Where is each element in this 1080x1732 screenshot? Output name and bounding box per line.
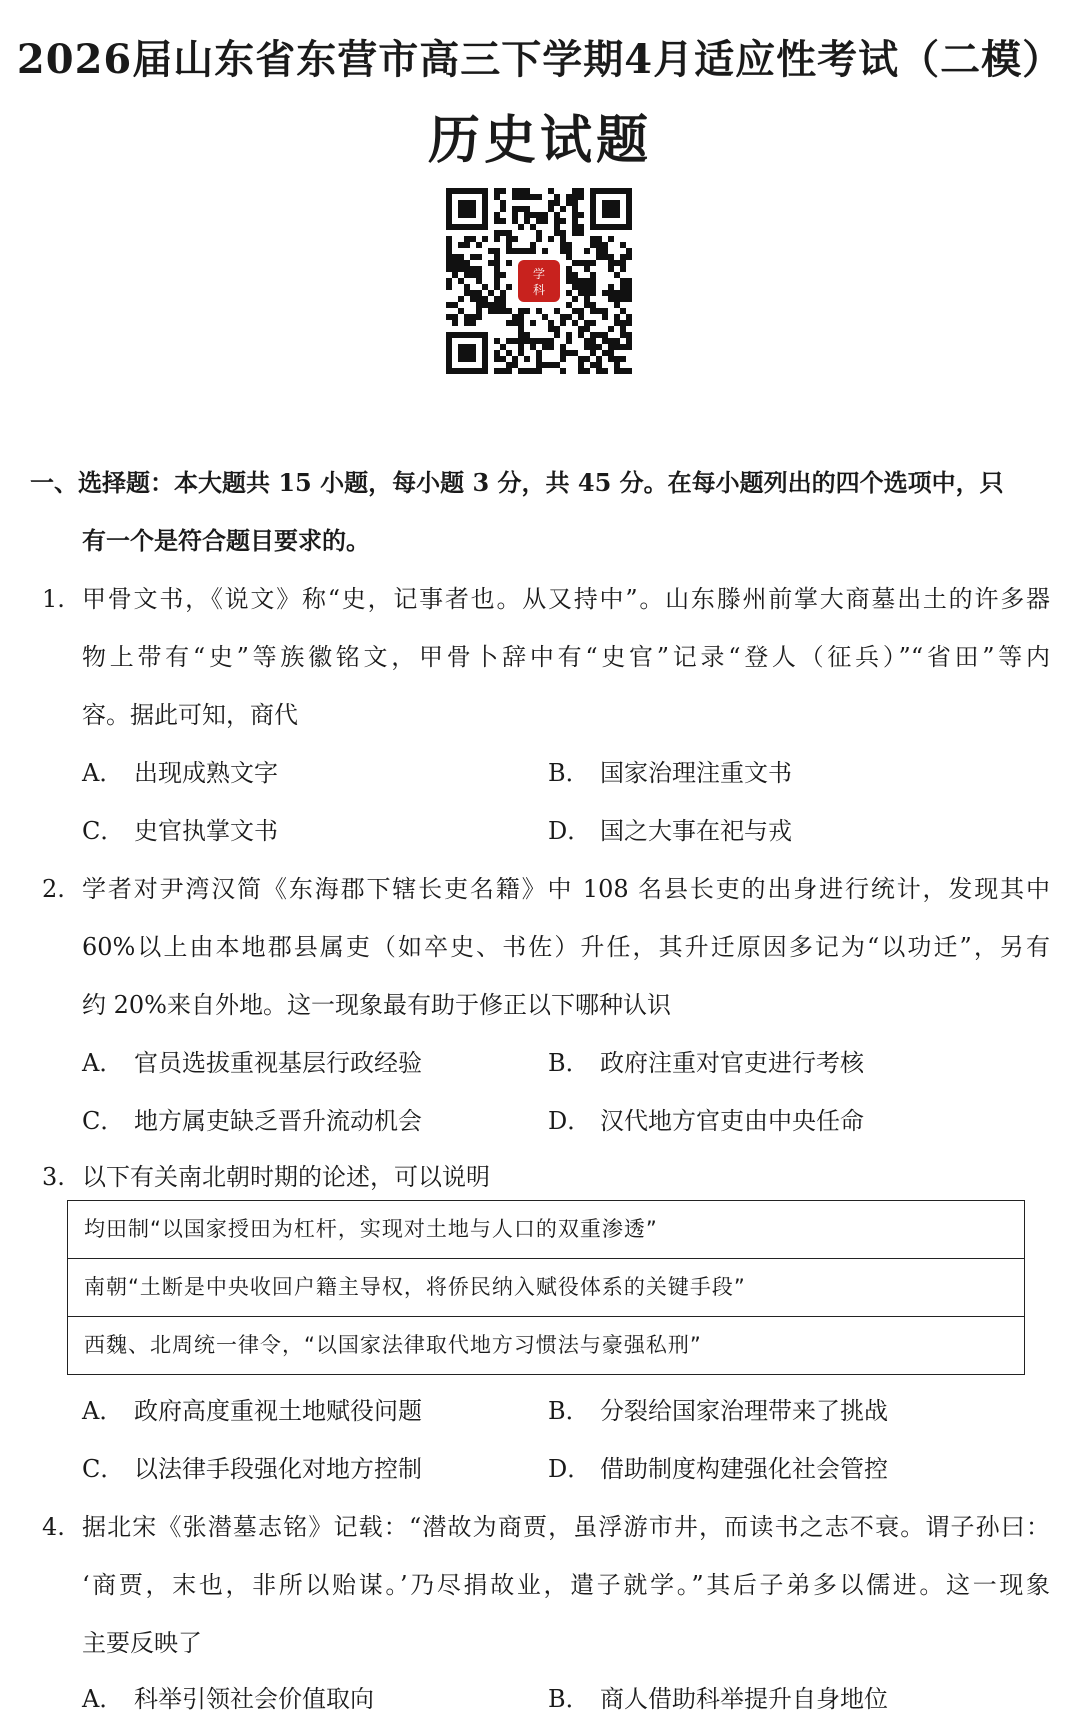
svg-text:学: 学 <box>532 267 546 281</box>
subject-title: 历史试题 <box>427 110 652 171</box>
option-a[interactable]: A． 政府高度重视土地赋役问题 <box>82 1397 422 1425</box>
option-b[interactable]: B． 商人借助科举提升自身地位 <box>548 1685 888 1713</box>
qr-seal-logo <box>518 260 560 302</box>
question-text: 容。据此可知，商代 <box>82 701 298 729</box>
option-b[interactable]: B． 国家治理注重文书 <box>548 759 792 787</box>
question-1 <box>0 570 1080 628</box>
question-4 <box>0 1498 1080 1556</box>
question-text: 甲骨文书，《说文》称“史，记事者也。从又持中”。山东滕州前掌大商墓出土的许多器 <box>82 585 1050 613</box>
option-d[interactable]: D． 国之大事在祀与戎 <box>548 817 792 845</box>
options-row <box>0 1670 1080 1728</box>
question-text: 学者对尹湾汉简《东海郡下辖长吏名籍》中 108 名县长吏的出身进行统计，发现其中 <box>82 875 1050 903</box>
question-number: 4. <box>42 1513 65 1541</box>
material-table <box>67 1200 1025 1375</box>
options-row <box>0 1440 1080 1498</box>
question-text: 物上带有“史”等族徽铭文，甲骨卜辞中有“史官”记录“登人（征兵）”“省田”等内 <box>82 643 1050 671</box>
table-row: 西魏、北周统一律令，“以国家法律取代地方习惯法与豪强私刑” <box>68 1316 1024 1374</box>
options-row <box>0 744 1080 802</box>
question-number: 2. <box>42 875 65 903</box>
question-text-line <box>0 918 1080 976</box>
option-b[interactable]: B． 分裂给国家治理带来了挑战 <box>548 1397 888 1425</box>
question-text-line <box>0 976 1080 1034</box>
section-header <box>0 454 1080 512</box>
section-header-cont <box>0 512 1080 570</box>
question-text: ‘商贾，末也，非所以贻谋。’乃尽捐故业，遣子就学。”其后子弟多以儒进。这一现象 <box>82 1571 1050 1599</box>
table-row: 均田制“以国家授田为杠杆，实现对土地与人口的双重渗透” <box>84 1217 658 1241</box>
option-d[interactable]: D． 汉代地方官吏由中央任命 <box>548 1107 864 1135</box>
option-c[interactable]: C． 史官执掌文书 <box>82 817 278 845</box>
options-row <box>0 1034 1080 1092</box>
options-row <box>0 802 1080 860</box>
option-b[interactable]: B． 政府注重对官吏进行考核 <box>548 1049 864 1077</box>
exam-title: 2026届山东省东营市高三下学期4月适应性考试（二模） <box>16 36 1064 83</box>
svg-text:科: 科 <box>532 283 546 297</box>
question-text: 主要反映了 <box>82 1629 202 1657</box>
option-c[interactable]: C． 地方属吏缺乏晋升流动机会 <box>82 1107 422 1135</box>
section-header-line2: 有一个是符合题目要求的。 <box>82 526 370 555</box>
question-text-line <box>0 1614 1080 1672</box>
question-2 <box>0 860 1080 918</box>
question-text: 约 20%来自外地。这一现象最有助于修正以下哪种认识 <box>82 991 671 1019</box>
option-a[interactable]: A． 官员选拔重视基层行政经验 <box>82 1049 422 1077</box>
question-text: 60%以上由本地郡县属吏（如卒史、书佐）升任，其升迁原因多记为“以功迁”，另有 <box>82 933 1050 961</box>
options-row <box>0 1092 1080 1150</box>
option-a[interactable]: A． 科举引领社会价值取向 <box>82 1685 374 1713</box>
question-number: 1. <box>42 585 65 613</box>
table-row: 南朝“土断是中央收回户籍主导权，将侨民纳入赋役体系的关键手段” <box>68 1258 1024 1316</box>
question-text-line <box>0 1556 1080 1614</box>
question-text-line <box>0 686 1080 744</box>
qr-code <box>446 188 632 374</box>
question-number: 3. <box>42 1163 65 1191</box>
question-text: 据北宋《张潜墓志铭》记载：“潜故为商贾，虽浮游市井，而读书之志不衰。谓子孙曰： <box>82 1513 1050 1541</box>
question-text-line <box>0 628 1080 686</box>
option-c[interactable]: C． 以法律手段强化对地方控制 <box>82 1455 422 1483</box>
option-a[interactable]: A． 出现成熟文字 <box>82 759 278 787</box>
option-d[interactable]: D． 借助制度构建强化社会管控 <box>548 1455 888 1483</box>
section-header-line1: 一、选择题：本大题共 15 小题，每小题 3 分，共 45 分。在每小题列出的四个选项中，只 <box>30 468 1004 497</box>
options-row <box>0 1382 1080 1440</box>
question-text: 以下有关南北朝时期的论述，可以说明 <box>82 1163 490 1191</box>
question-3 <box>0 1148 1080 1206</box>
